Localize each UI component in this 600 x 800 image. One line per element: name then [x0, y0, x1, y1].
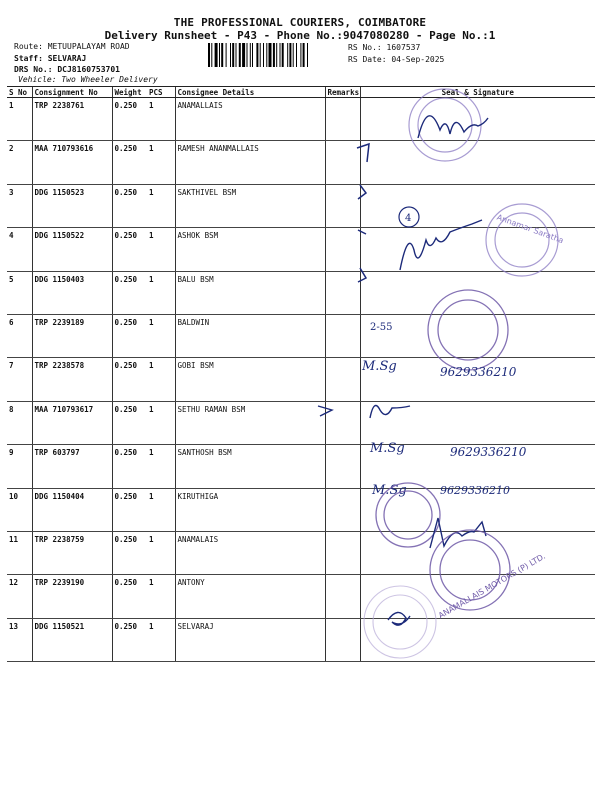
cell-sno: 10: [7, 488, 32, 531]
staff-line: [14, 54, 86, 63]
cell-weight: 0.250: [112, 358, 147, 401]
cell-weight: 0.250: [112, 184, 147, 227]
table-row: [7, 141, 595, 184]
vehicle-line: Vehicle: Two Wheeler Delivery: [18, 75, 158, 84]
col-header-pcs: PCS: [147, 87, 175, 98]
cell-consignment: DDG 1150403: [32, 271, 112, 314]
cell-signature: [360, 228, 595, 271]
cell-weight: 0.250: [112, 488, 147, 531]
staff-value: SELVARAJ: [47, 54, 87, 63]
route-line: [14, 42, 130, 51]
cell-sno: 11: [7, 531, 32, 574]
cell-weight: 0.250: [112, 98, 147, 141]
cell-sno: 7: [7, 358, 32, 401]
cell-remarks: [325, 314, 360, 357]
cell-signature: [360, 531, 595, 574]
col-header-consignee: Consignee Details: [175, 87, 325, 98]
cell-weight: 0.250: [112, 228, 147, 271]
cell-consignment: DDG 1150523: [32, 184, 112, 227]
cell-consignee: GOBI BSM: [175, 358, 325, 401]
cell-sno: 6: [7, 314, 32, 357]
cell-signature: [360, 314, 595, 357]
cell-remarks: [325, 271, 360, 314]
cell-pcs: 1: [147, 98, 175, 141]
cell-signature: [360, 98, 595, 141]
cell-consignee: ANAMALAIS: [175, 531, 325, 574]
rs-date-label: RS Date:: [348, 55, 387, 64]
stamp-annamar-text: Annamar Saratha: [495, 212, 565, 246]
cell-weight: 0.250: [112, 314, 147, 357]
cell-remarks: [325, 401, 360, 444]
table-row: [7, 98, 595, 141]
runsheet-table: [7, 86, 595, 662]
cell-remarks: [325, 98, 360, 141]
cell-weight: 0.250: [112, 271, 147, 314]
cell-remarks: [325, 358, 360, 401]
cell-pcs: 1: [147, 271, 175, 314]
table-row: [7, 228, 595, 271]
col-header-remarks: Remarks: [325, 87, 360, 98]
route-label: Route:: [14, 42, 43, 51]
cell-consignee: ANTONY: [175, 575, 325, 618]
cell-sno: 1: [7, 98, 32, 141]
cell-pcs: 1: [147, 358, 175, 401]
cell-pcs: 1: [147, 184, 175, 227]
cell-sno: 12: [7, 575, 32, 618]
col-header-sno: S No: [7, 87, 32, 98]
cell-remarks: [325, 445, 360, 488]
rs-no-line: [348, 43, 420, 52]
rs-date-value: 04-Sep-2025: [391, 55, 445, 64]
staff-label: Staff:: [14, 54, 43, 63]
cell-pcs: 1: [147, 141, 175, 184]
cell-sno: 3: [7, 184, 32, 227]
number-circle-text: 4: [405, 213, 412, 224]
table-row: [7, 184, 595, 227]
cell-weight: 0.250: [112, 618, 147, 661]
cell-sno: 4: [7, 228, 32, 271]
cell-sno: 2: [7, 141, 32, 184]
cell-consignment: TRP 2238761: [32, 98, 112, 141]
cell-consignee: SELVARAJ: [175, 618, 325, 661]
table-row: [7, 358, 595, 401]
cell-consignment: TRP 2239189: [32, 314, 112, 357]
table-row: [7, 445, 595, 488]
cell-signature: [360, 271, 595, 314]
cell-weight: 0.250: [112, 401, 147, 444]
cell-signature: [360, 575, 595, 618]
cell-consignee: ASHOK BSM: [175, 228, 325, 271]
rs-no-label: RS No.:: [348, 43, 382, 52]
cell-remarks: [325, 575, 360, 618]
cell-weight: 0.250: [112, 531, 147, 574]
cell-remarks: [325, 228, 360, 271]
cell-signature: [360, 141, 595, 184]
initials-2: M.Sg: [370, 441, 405, 456]
table-row: [7, 401, 595, 444]
table-row: [7, 531, 595, 574]
cell-pcs: 1: [147, 228, 175, 271]
cell-pcs: 1: [147, 531, 175, 574]
phone-2: 9629336210: [450, 445, 527, 459]
phone-1: 9629336210: [440, 365, 517, 379]
cell-pcs: 1: [147, 314, 175, 357]
table-row: [7, 488, 595, 531]
initials-3: M.Sg: [372, 483, 407, 498]
cell-signature: [360, 618, 595, 661]
cell-pcs: 1: [147, 618, 175, 661]
cell-consignment: DDG 1150521: [32, 618, 112, 661]
table-row: [7, 271, 595, 314]
cell-consignment: TRP 2239190: [32, 575, 112, 618]
col-header-consignment: Consignment No: [32, 87, 112, 98]
cell-consignee: BALDWIN: [175, 314, 325, 357]
cell-consignee: ANAMALLAIS: [175, 98, 325, 141]
cell-signature: [360, 488, 595, 531]
cell-consignment: DDG 1150404: [32, 488, 112, 531]
table-header-row: [7, 87, 595, 98]
cell-signature: [360, 401, 595, 444]
cell-weight: 0.250: [112, 445, 147, 488]
table-row: [7, 618, 595, 661]
cell-signature: [360, 184, 595, 227]
cell-consignee: BALU BSM: [175, 271, 325, 314]
drs-label: DRS No.:: [14, 65, 53, 74]
cell-pcs: 1: [147, 488, 175, 531]
barcode-image: [208, 43, 341, 67]
cell-remarks: [325, 618, 360, 661]
company-title: THE PROFESSIONAL COURIERS, COIMBATORE: [173, 16, 427, 29]
cell-weight: 0.250: [112, 141, 147, 184]
cell-remarks: [325, 488, 360, 531]
cell-consignee: RAMESH ANANMALLAIS: [175, 141, 325, 184]
cell-consignment: TRP 2238578: [32, 358, 112, 401]
col-header-weight: Weight: [112, 87, 147, 98]
phone-3: 9629336210: [440, 484, 510, 497]
cell-consignment: MAA 710793617: [32, 401, 112, 444]
cell-consignment: TRP 603797: [32, 445, 112, 488]
runsheet-title: Delivery Runsheet - P43 - Phone No.:9047080280 - Page No.:1: [104, 29, 496, 42]
note-1: 2-55: [370, 322, 393, 333]
cell-signature: [360, 445, 595, 488]
cell-consignee: SAKTHIVEL BSM: [175, 184, 325, 227]
cell-consignee: SETHU RAMAN BSM: [175, 401, 325, 444]
table-row: [7, 575, 595, 618]
initials-1: M.Sg: [362, 359, 397, 374]
cell-consignee: KIRUTHIGA: [175, 488, 325, 531]
route-value: METUUPALAYAM ROAD: [47, 42, 130, 51]
drs-line: [14, 65, 120, 74]
drs-value: DCJ8160753701: [57, 65, 120, 74]
cell-pcs: 1: [147, 575, 175, 618]
cell-consignment: DDG 1150522: [32, 228, 112, 271]
rs-date-line: [348, 55, 444, 64]
rs-no-value: 1607537: [386, 43, 421, 52]
cell-consignee: SANTHOSH BSM: [175, 445, 325, 488]
stamp-anamallais-text: ANAMALLAIS MOTORS (P) LTD.: [436, 551, 548, 621]
cell-weight: 0.250: [112, 575, 147, 618]
cell-sno: 8: [7, 401, 32, 444]
cell-remarks: [325, 531, 360, 574]
cell-sno: 9: [7, 445, 32, 488]
cell-remarks: [325, 141, 360, 184]
table-row: [7, 314, 595, 357]
cell-pcs: 1: [147, 445, 175, 488]
cell-sno: 5: [7, 271, 32, 314]
col-header-signature: Seal & Signature: [360, 87, 595, 98]
cell-pcs: 1: [147, 401, 175, 444]
cell-signature: [360, 358, 595, 401]
cell-consignment: TRP 2238759: [32, 531, 112, 574]
cell-consignment: MAA 710793616: [32, 141, 112, 184]
cell-remarks: [325, 184, 360, 227]
cell-sno: 13: [7, 618, 32, 661]
